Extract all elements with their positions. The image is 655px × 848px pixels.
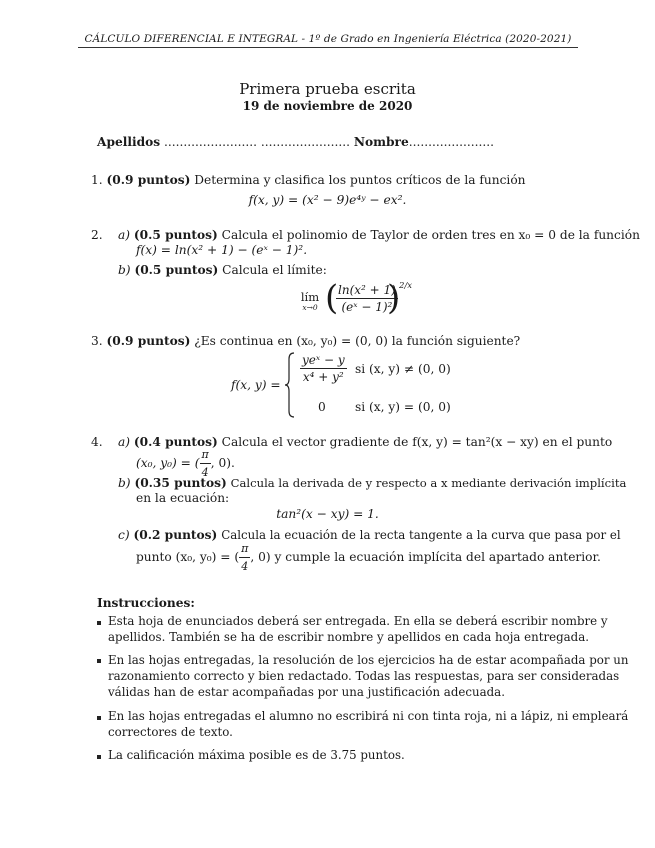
q1-text: Determina y clasifica los puntos críticos de la función bbox=[194, 173, 526, 187]
q3-case1-condition: si (x, y) ≠ (0, 0) bbox=[355, 362, 451, 376]
q4a-label: a) bbox=[118, 435, 131, 449]
q4c-point bbox=[136, 541, 601, 574]
q2-number: 2. bbox=[91, 228, 103, 242]
q1-number: 1. bbox=[91, 173, 103, 187]
limit-numerator: ln(x² + 1) bbox=[338, 283, 396, 297]
instruction-3-line-1: En las hojas entregadas el alumno no escribirá ni con tinta roja, ni a lápiz, ni empleará bbox=[108, 709, 629, 723]
q3-case1-fraction bbox=[300, 353, 347, 384]
q3-number: 3. bbox=[91, 334, 103, 348]
q4c-frac-den: 4 bbox=[241, 560, 249, 573]
q3-case1-denominator: x⁴ + y² bbox=[302, 370, 344, 384]
q4c-point-pre: punto (x₀, y₀) = ( bbox=[136, 550, 240, 564]
limit-operator bbox=[298, 290, 322, 312]
q3-case2-condition: si (x, y) = (0, 0) bbox=[355, 400, 451, 414]
q3-text: ¿Es continua en (x₀, y₀) = (0, 0) la función siguiente? bbox=[194, 334, 521, 348]
instruction-1-line-2: apellidos. También se ha de escribir nombre y apellidos en cada hoja entregada. bbox=[108, 630, 590, 644]
bullet-icon bbox=[97, 621, 101, 625]
q4c-label: c) bbox=[118, 528, 130, 542]
q4c-point-post: , 0) y cumple la ecuación implícita del apartado anterior. bbox=[250, 550, 601, 564]
q2a-points: (0.5 puntos) bbox=[133, 228, 218, 242]
q3-points: (0.9 puntos) bbox=[106, 334, 191, 348]
limit-exponent: 2/x bbox=[399, 281, 413, 291]
instruction-3-line-2: correctores de texto. bbox=[108, 725, 233, 739]
q3-case1-numerator: yeˣ − y bbox=[302, 353, 345, 367]
q4b-text2: en la ecuación: bbox=[136, 491, 230, 505]
limit-word: lím bbox=[300, 290, 320, 304]
instruction-2-line-3: válidas han de estar acompañadas por una justificación adecuada. bbox=[108, 685, 505, 699]
q4a-frac-num: π bbox=[200, 447, 211, 464]
q3-brace bbox=[284, 352, 296, 418]
q2a-statement bbox=[118, 228, 640, 243]
q4a-points: (0.4 puntos) bbox=[133, 435, 218, 449]
q3-case2-value: 0 bbox=[318, 400, 326, 414]
name-line bbox=[97, 135, 494, 150]
limit-left-paren: ( bbox=[325, 278, 339, 318]
q1-points: (0.9 puntos) bbox=[106, 173, 191, 187]
q2b-text: Calcula el límite: bbox=[222, 263, 327, 277]
q4b-text: Calcula la derivada de y respecto a x mediante derivación implícita bbox=[230, 476, 627, 490]
bullet-icon bbox=[97, 659, 101, 663]
exam-date: 19 de noviembre de 2020 bbox=[242, 99, 413, 113]
instruction-1-line-1: Esta hoja de enunciados deberá ser entregada. En ella se deberá escribir nombre y bbox=[108, 614, 608, 628]
instruction-2-line-2: razonamiento correcto y bien redactado. Todas las respuestas, para ser consideradas bbox=[108, 669, 620, 683]
q2b-label: b) bbox=[118, 263, 131, 277]
q4b-label: b) bbox=[118, 476, 131, 490]
name-label: Nombre bbox=[353, 135, 409, 149]
q1-formula: f(x, y) = (x² − 9)e⁴ʸ − ex². bbox=[248, 193, 407, 207]
q2a-label: a) bbox=[118, 228, 131, 242]
q4c-frac-num: π bbox=[239, 541, 250, 558]
q4a-text: Calcula el vector gradiente de f(x, y) = tan²(x − xy) en el punto bbox=[221, 435, 613, 449]
instruction-2-line-1: En las hojas entregadas, la resolución de los ejercicios ha de estar acompañada por un bbox=[108, 653, 629, 667]
q4a-point-pre: (x₀, y₀) = ( bbox=[136, 456, 200, 470]
bullet-icon bbox=[97, 716, 101, 720]
q4c-text: Calcula la ecuación de la recta tangente a la curva que pasa por el bbox=[221, 528, 621, 542]
header-rule bbox=[78, 47, 578, 48]
q2b-statement bbox=[118, 263, 327, 278]
q4b-formula: tan²(x − xy) = 1. bbox=[276, 507, 379, 521]
q2b-points: (0.5 puntos) bbox=[134, 263, 219, 277]
instruction-4-line-1: La calificación máxima posible es de 3.75 puntos. bbox=[108, 748, 405, 762]
instructions-heading: Instrucciones: bbox=[97, 596, 195, 610]
q2a-function: f(x) = ln(x² + 1) − (eˣ − 1)². bbox=[136, 243, 308, 257]
exam-title: Primera prueba escrita bbox=[239, 80, 416, 98]
limit-right-paren: ) bbox=[387, 278, 401, 318]
q1-statement bbox=[91, 173, 526, 188]
q3-lhs: f(x, y) = bbox=[231, 378, 281, 392]
q3-statement bbox=[91, 334, 520, 349]
q4b-statement bbox=[118, 476, 626, 491]
q4a-frac-den: 4 bbox=[201, 466, 209, 479]
q4a-point-post: , 0). bbox=[210, 456, 235, 470]
q4-number: 4. bbox=[91, 435, 103, 449]
q2a-text: Calcula el polinomio de Taylor de orden tres en x₀ = 0 de la función bbox=[221, 228, 640, 242]
limit-denominator: (eˣ − 1)² bbox=[341, 300, 393, 314]
limit-subscript: x→0 bbox=[302, 303, 318, 312]
q4b-points: (0.35 puntos) bbox=[134, 476, 227, 490]
bullet-icon bbox=[97, 755, 101, 759]
surname-dots: ........................ ....................... bbox=[164, 135, 350, 149]
page-header: CÁLCULO DIFERENCIAL E INTEGRAL - 1º de Grado en Ingeniería Eléctrica (2020-2021) bbox=[84, 33, 572, 45]
name-dots: ...................... bbox=[408, 135, 494, 149]
surname-label: Apellidos bbox=[97, 135, 161, 149]
q4c-points: (0.2 puntos) bbox=[133, 528, 218, 542]
